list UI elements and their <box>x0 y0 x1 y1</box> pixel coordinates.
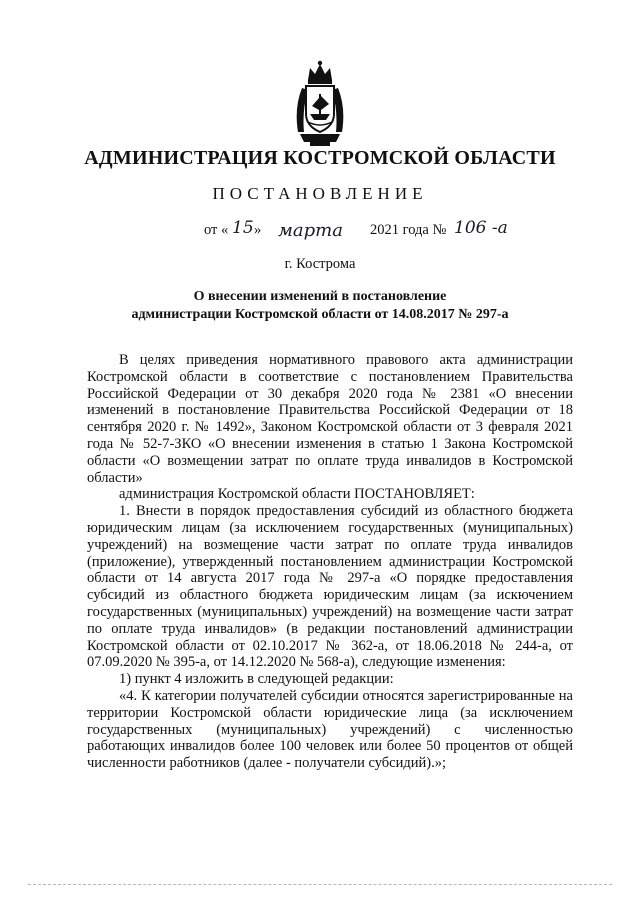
organization-title: АДМИНИСТРАЦИЯ КОСТРОМСКОЙ ОБЛАСТИ <box>84 147 556 169</box>
page-bottom-divider <box>28 884 612 885</box>
date-line <box>204 218 524 244</box>
document-number-handwritten: 106 -а <box>454 218 508 238</box>
date-day-handwritten: 15 <box>232 218 254 238</box>
date-month-handwritten: марта <box>278 220 343 241</box>
city: г. Кострома <box>284 256 356 272</box>
document-subject <box>0 288 640 324</box>
body-paragraph-5: «4. К категории получателей субсидии относятся зарегистрированные на территории Костромской области юридические лица (за исключением государственных (муниципальных) учреждений) с численностью работающих инвалидов более 100 человек или более 50 процентов от общей численности работников (далее - получатели субсидий).»; <box>87 687 573 772</box>
body-paragraph-3: 1. Внести в порядок предоставления субсидий из областного бюджета юридическим лицам (за исключением государственных (муниципальных) учреждений) на возмещение части затрат по оплате труда инвалидов (приложение), утвержденный постановлением администрации Костромской области от 14 августа 2017 года № 297-а «О порядке предоставления субсидий из областного бюджета юридическим лицам (за искючением государственных (муниципальных) учреждений) на возмещение части затрат по оплате труда инвалидов» (в редакции постановлений администрации Костромской области от 02.10.2017 № 362-а, от 18.06.2018 № 244-а, от 07.09.2020 № 395-а, от 14.12.2020 № 568-а), следующие изменения: <box>87 503 573 671</box>
document-type: ПОСТАНОВЛЕНИЕ <box>212 184 428 203</box>
coat-of-arms-emblem <box>288 58 352 150</box>
body-paragraph-2: администрация Костромской области ПОСТАНОВЛЯЕТ: <box>119 486 475 503</box>
body-paragraph-4: 1) пункт 4 изложить в следующей редакции: <box>119 671 394 688</box>
date-day-suffix: » <box>254 222 262 238</box>
subject-line-1: О внесении изменений в постановление <box>193 289 447 304</box>
subject-line-2: администрации Костромской области от 14.08.2017 № 297-а <box>131 307 509 322</box>
document-body <box>87 352 573 772</box>
date-year-text: 2021 года № <box>370 222 447 238</box>
date-prefix: от « <box>204 222 229 238</box>
body-paragraph-1: В целях приведения нормативного правового акта администрации Костромской области в соответствие с постановлением Правительства Российской Федерации от 30 декабря 2020 года № 2381 «О внесении изменений в постановление Правительства Российской Федерации от 18 сентября 2020 г. № 1492», Законом Костромской области от 3 февраля 2021 года № 52-7-ЗКО «О внесении изменения в статью 1 Закона Костромской области «О возмещении затрат по оплате труда инвалидов в Костромской области» <box>87 352 573 486</box>
